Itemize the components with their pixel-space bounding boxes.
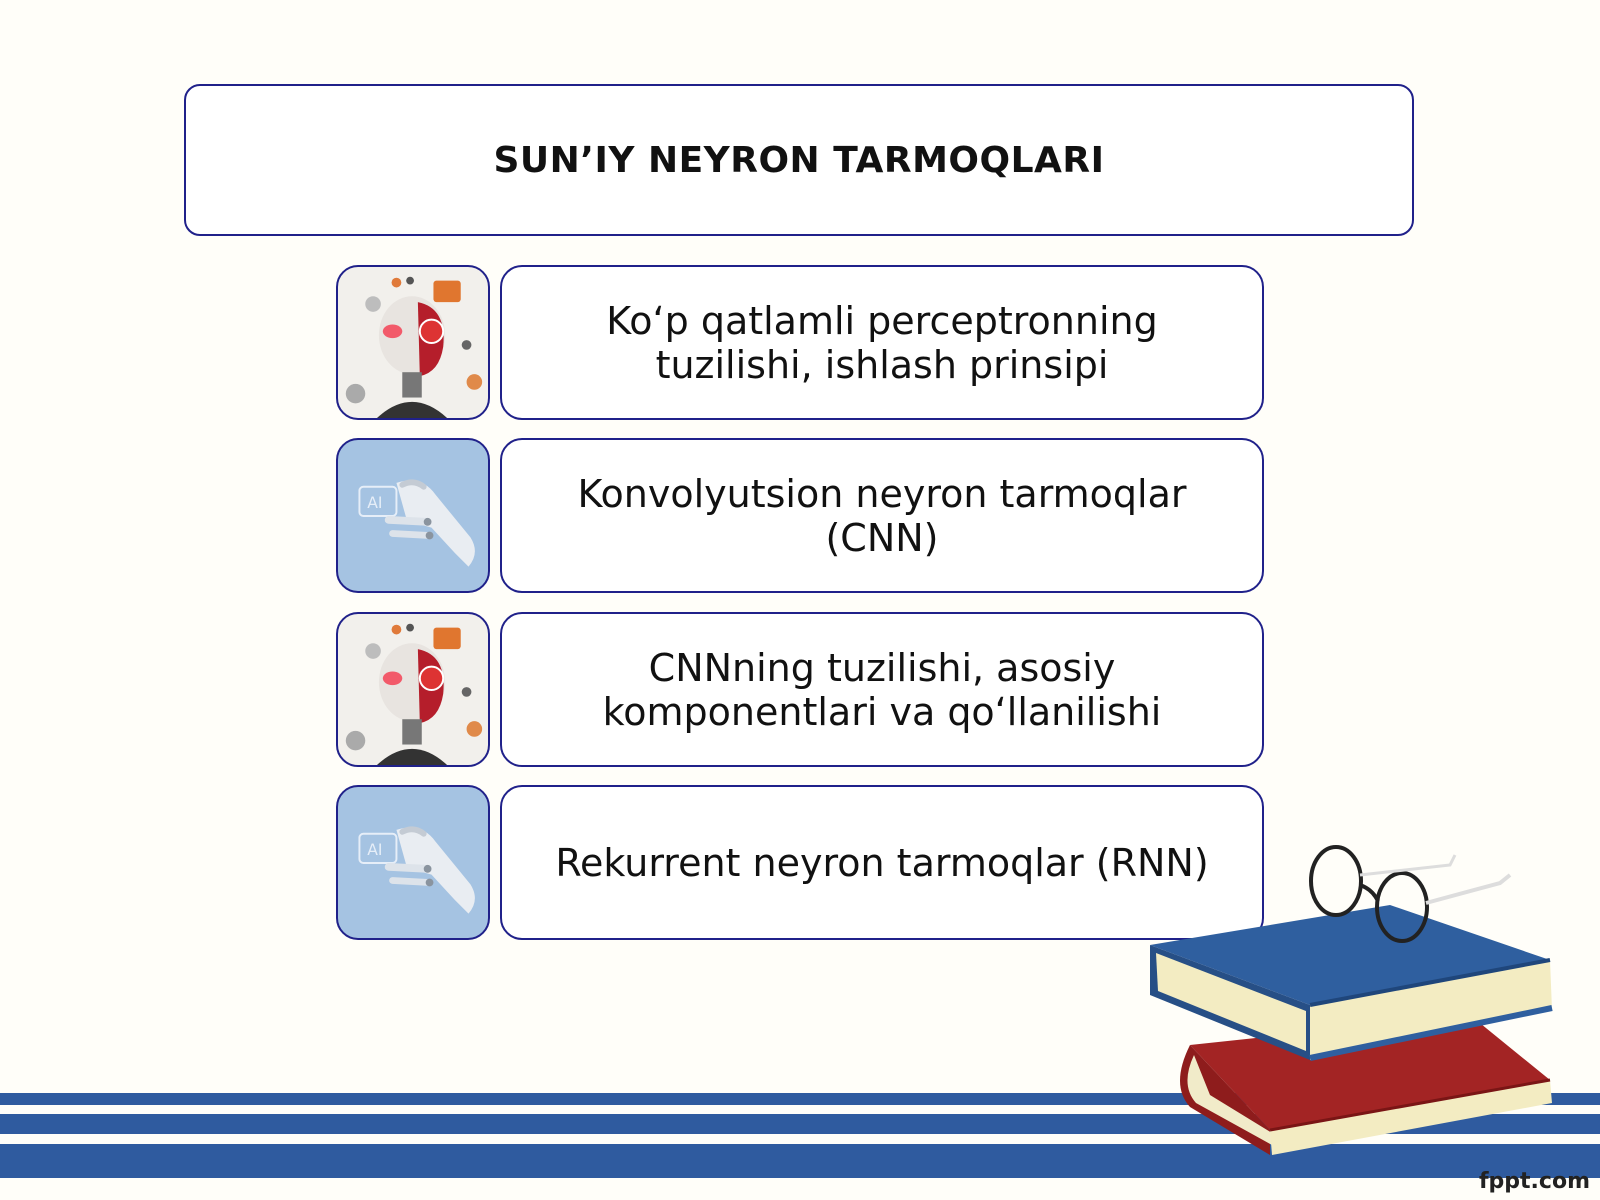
list-item bbox=[336, 438, 1264, 593]
hand-ai-label: AI bbox=[367, 841, 383, 860]
watermark: fppt.com bbox=[1478, 1169, 1590, 1194]
slide-title: SUN’IY NEYRON TARMOQLARI bbox=[493, 139, 1105, 181]
hand-ai-label: AI bbox=[367, 494, 383, 513]
list-item bbox=[336, 612, 1264, 767]
list-item bbox=[336, 265, 1264, 420]
robot-hand-image bbox=[336, 785, 490, 940]
topic-text: Koʻp qatlamli perceptronning tuzilishi, ishlash prinsipi bbox=[606, 298, 1158, 387]
topic-box-2 bbox=[500, 438, 1264, 593]
robot-head-image bbox=[336, 265, 490, 420]
topic-box-1 bbox=[500, 265, 1264, 420]
books-illustration bbox=[1150, 845, 1600, 1175]
list-item bbox=[336, 785, 1264, 940]
topic-box-3 bbox=[500, 612, 1264, 767]
topic-text: CNNning tuzilishi, asosiy komponentlari va qoʻllanilishi bbox=[602, 645, 1162, 734]
topic-text: Konvolyutsion neyron tarmoqlar (CNN) bbox=[577, 471, 1187, 560]
topic-text: Rekurrent neyron tarmoqlar (RNN) bbox=[555, 840, 1209, 885]
title-box bbox=[184, 84, 1414, 236]
robot-head-image bbox=[336, 612, 490, 767]
robot-hand-image bbox=[336, 438, 490, 593]
